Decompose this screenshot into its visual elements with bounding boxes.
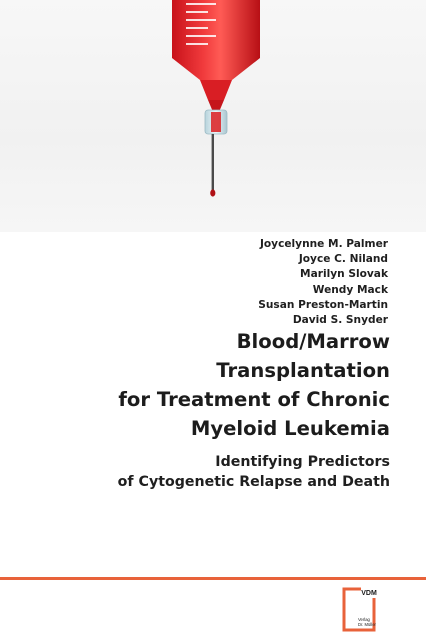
cover-photo-syringe: [0, 0, 426, 232]
publisher-imprint-line: Dr. Müller: [358, 622, 376, 627]
author-name: David S. Snyder: [292, 314, 388, 327]
book-title-line: Blood/Marrow: [236, 330, 390, 353]
author-name: Susan Preston-Martin: [258, 298, 388, 311]
book-title-line: for Treatment of Chronic: [118, 388, 390, 411]
syringe-icon: [0, 0, 426, 232]
book-subtitle-line: Identifying Predictors: [215, 454, 390, 470]
book-title-line: Transplantation: [216, 359, 390, 382]
book-subtitle-line: of Cytogenetic Relapse and Death: [117, 474, 390, 490]
publisher-logo: [341, 586, 381, 633]
author-name: Joycelynne M. Palmer: [259, 238, 388, 250]
book-subtitle: [10, 452, 390, 492]
author-name: Marilyn Slovak: [300, 268, 388, 281]
book-title: [10, 327, 390, 443]
author-name: Joyce C. Niland: [298, 253, 388, 266]
publisher-logo-text: VDM: [361, 590, 377, 597]
accent-divider: [0, 577, 426, 580]
author-name: Wendy Mack: [312, 283, 388, 296]
book-title-line: Myeloid Leukemia: [190, 417, 390, 440]
publisher-imprint-line: Verlag: [358, 617, 370, 622]
author-list: [258, 237, 388, 328]
